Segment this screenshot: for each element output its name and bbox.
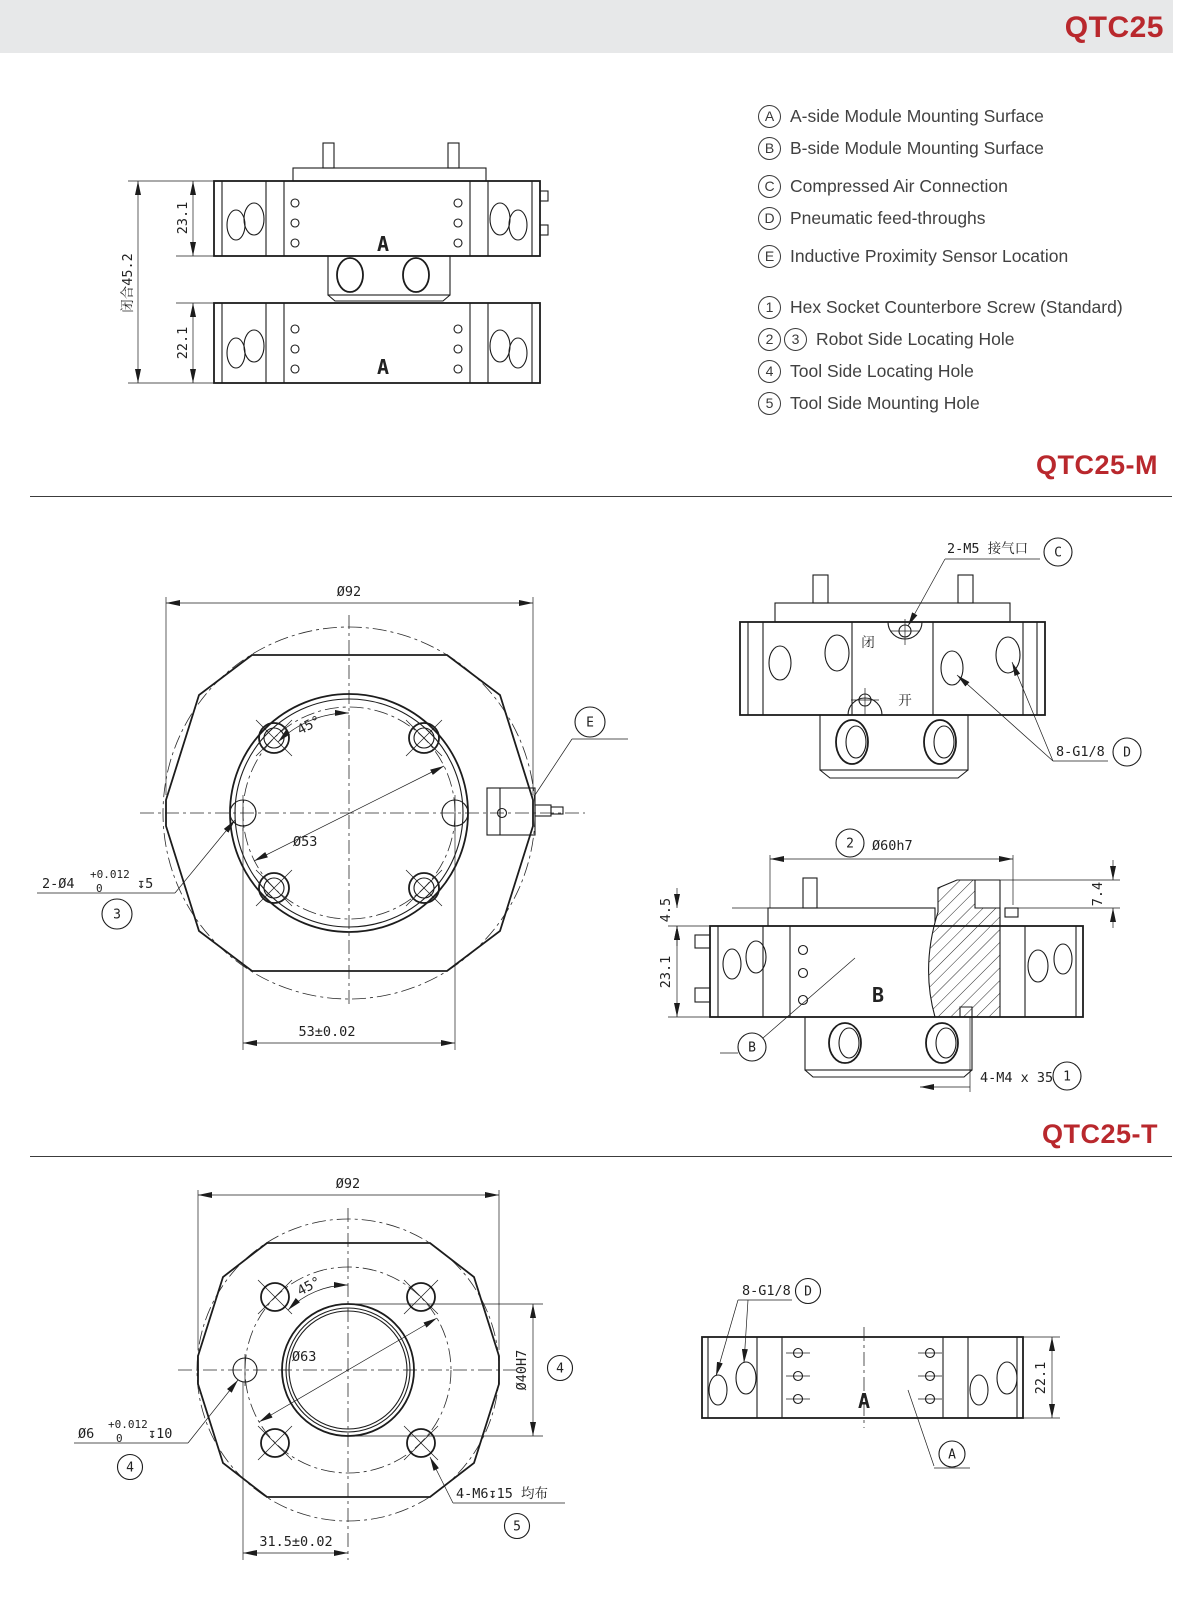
m-top-lug <box>820 715 968 778</box>
dim-closed-height: 闭合45.2 <box>120 253 136 313</box>
feed-callout-text: 8-G1/8 <box>742 1283 791 1299</box>
balloon-5 <box>505 1514 530 1539</box>
svg-text:C: C <box>1054 545 1062 561</box>
legend-label: Inductive Proximity Sensor Location <box>790 245 1069 266</box>
dim-center-bore: Ø40H7 <box>514 1349 530 1391</box>
m-section-lug <box>805 1017 972 1077</box>
legend-label: A-side Module Mounting Surface <box>790 105 1044 126</box>
balloon-a: A <box>758 105 781 128</box>
balloon-3: 3 <box>784 328 807 351</box>
assembly-lower-block <box>214 303 540 383</box>
open-port-label: 开 <box>898 693 912 709</box>
legend-item-1 <box>758 295 1178 319</box>
svg-text:4: 4 <box>556 1361 564 1377</box>
balloon-2 <box>836 829 864 857</box>
sensor-callout <box>535 707 628 795</box>
balloon-d: D <box>758 207 781 230</box>
air-callout-text: 2-M5 接气口 <box>947 541 1029 557</box>
svg-text:2: 2 <box>846 836 854 852</box>
legend-label: B-side Module Mounting Surface <box>790 137 1044 158</box>
legend <box>758 104 1178 415</box>
balloon-b: B <box>758 137 781 160</box>
balloon-3 <box>102 899 132 929</box>
svg-text:1: 1 <box>1063 1069 1071 1085</box>
t-front-drawing <box>60 1160 620 1600</box>
legend-item-2-3 <box>758 327 1178 351</box>
screw-callout-text: 4-M4 x 35 <box>980 1070 1054 1086</box>
screw-hole-column <box>918 1349 942 1404</box>
svg-text:D: D <box>1123 745 1131 761</box>
legend-item-d <box>758 206 1178 230</box>
assembly-drawing <box>98 133 598 403</box>
dim-outer-diameter: Ø92 <box>335 1176 361 1192</box>
legend-label: Tool Side Mounting Hole <box>790 392 980 413</box>
svg-text:3: 3 <box>113 907 121 923</box>
m-section-dims <box>658 860 1120 1017</box>
assembly-lug <box>328 256 450 301</box>
feedthrough-callout <box>716 1279 821 1377</box>
svg-text:5: 5 <box>513 1519 521 1535</box>
balloon-e <box>575 707 605 737</box>
surface-a-label: A <box>857 1389 871 1413</box>
t-front-dimensions <box>198 1176 573 1560</box>
mount-hole <box>404 1280 438 1314</box>
closed-port-label: 闭 <box>861 635 875 651</box>
svg-text:A: A <box>948 1447 956 1463</box>
balloon-2: 2 <box>758 328 781 351</box>
dim-boss-height: 7.4 <box>1090 881 1106 907</box>
balloon-1 <box>1053 1062 1081 1090</box>
pin-callout-tol-upper: +0.012 <box>90 868 130 881</box>
t-side-dims <box>1023 1337 1060 1418</box>
svg-text:B: B <box>748 1040 756 1056</box>
balloon-5: 5 <box>758 392 781 415</box>
legend-item-5 <box>758 391 1178 415</box>
dim-plate-thickness: 4.5 <box>658 897 674 923</box>
boss-dimension <box>770 829 1013 908</box>
m-section-drawing <box>620 800 1180 1105</box>
surface-b-label: B <box>871 983 885 1007</box>
balloon-d <box>1113 738 1141 766</box>
pin-callout-text: Ø6 <box>78 1426 95 1442</box>
feed-callout-text: 8-G1/8 <box>1056 744 1105 760</box>
dim-pin-spacing: 53±0.02 <box>298 1024 356 1040</box>
header-band <box>0 0 1173 53</box>
m-front-dimensions <box>166 584 533 1050</box>
surface-a-label: A <box>376 355 390 379</box>
svg-text:4: 4 <box>126 1460 134 1476</box>
m-front-body <box>140 615 585 1005</box>
surface-a-label: A <box>376 232 390 256</box>
screw-hole-column <box>786 1349 810 1404</box>
balloon-4: 4 <box>758 360 781 383</box>
dim-boss-diameter: Ø60h7 <box>872 838 913 854</box>
assembly-dimensions <box>119 181 214 383</box>
counterbore-hole <box>256 870 292 906</box>
proximity-sensor-block <box>487 788 563 835</box>
dim-pin-spacing: 31.5±0.02 <box>259 1534 333 1550</box>
legend-label: Hex Socket Counterbore Screw (Standard) <box>790 296 1123 317</box>
mount-hole <box>258 1426 292 1460</box>
t-front-body <box>178 1208 522 1560</box>
legend-label: Pneumatic feed-throughs <box>790 207 986 228</box>
dim-upper-height: 23.1 <box>175 201 191 235</box>
mount-callout <box>430 1457 565 1539</box>
pin-callout-tol-upper: +0.012 <box>108 1418 148 1431</box>
legend-item-c <box>758 174 1178 198</box>
t-side-body <box>702 1327 1023 1428</box>
dim-lower-height: 22.1 <box>175 326 191 360</box>
m-section-body <box>695 878 1083 1017</box>
mount-hole <box>404 1426 438 1460</box>
legend-item-a <box>758 104 1178 128</box>
legend-item-e <box>758 244 1178 268</box>
m-top-body <box>740 575 1045 715</box>
section-rule-t <box>30 1156 1172 1157</box>
dim-bolt-circle: Ø63 <box>292 1349 317 1365</box>
svg-text:D: D <box>804 1284 812 1300</box>
balloon-c <box>1044 538 1072 566</box>
pin-callout-depth: ↧10 <box>148 1426 173 1442</box>
pin-callout <box>37 820 235 929</box>
balloon-4 <box>548 1356 573 1381</box>
counterbore-hole <box>406 870 442 906</box>
m-top-drawing <box>640 495 1180 795</box>
dim-angle: 45° <box>294 1273 324 1300</box>
assembly-upper-block <box>214 143 548 256</box>
dim-body-height: 23.1 <box>658 955 674 989</box>
section-hatch <box>929 880 1000 1017</box>
counterbore-hole <box>406 720 442 756</box>
legend-label: Compressed Air Connection <box>790 175 1008 196</box>
balloon-1: 1 <box>758 296 781 319</box>
balloon-e: E <box>758 245 781 268</box>
feedthrough-callout <box>957 662 1141 766</box>
page-title: QTC25 <box>1064 11 1164 44</box>
counterbore-hole <box>256 720 292 756</box>
legend-item-b <box>758 136 1178 160</box>
balloon-c: C <box>758 175 781 198</box>
balloon-b <box>738 1033 766 1061</box>
svg-text:E: E <box>586 715 594 731</box>
legend-item-4 <box>758 359 1178 383</box>
pin-callout-tol-lower: 0 <box>96 882 103 895</box>
surface-b-callout <box>720 958 855 1061</box>
pin-callout-tol-lower: 0 <box>116 1432 123 1445</box>
dim-height: 22.1 <box>1033 1361 1049 1395</box>
t-side-drawing <box>650 1240 1190 1490</box>
legend-label: Tool Side Locating Hole <box>790 360 974 381</box>
dim-outer-diameter: Ø92 <box>336 584 362 600</box>
section-title-t: QTC25-T <box>1041 1119 1158 1149</box>
mount-callout-text: 4-M6↧15 均布 <box>456 1486 549 1502</box>
pin-callout-text: 2-Ø4 <box>42 876 75 892</box>
section-title-m: QTC25-M <box>1035 450 1158 480</box>
dim-bolt-circle: Ø53 <box>293 834 318 850</box>
m-front-drawing <box>30 545 630 1075</box>
air-connection-callout <box>908 538 1072 626</box>
surface-a-callout <box>908 1390 970 1468</box>
balloon-a <box>939 1441 965 1467</box>
dim-angle: 45° <box>294 712 324 739</box>
pin-callout-depth: ↧5 <box>137 876 154 892</box>
balloon-d <box>796 1279 821 1304</box>
legend-label: Robot Side Locating Hole <box>816 328 1015 349</box>
balloon-4 <box>118 1455 143 1480</box>
mount-hole <box>258 1280 292 1314</box>
